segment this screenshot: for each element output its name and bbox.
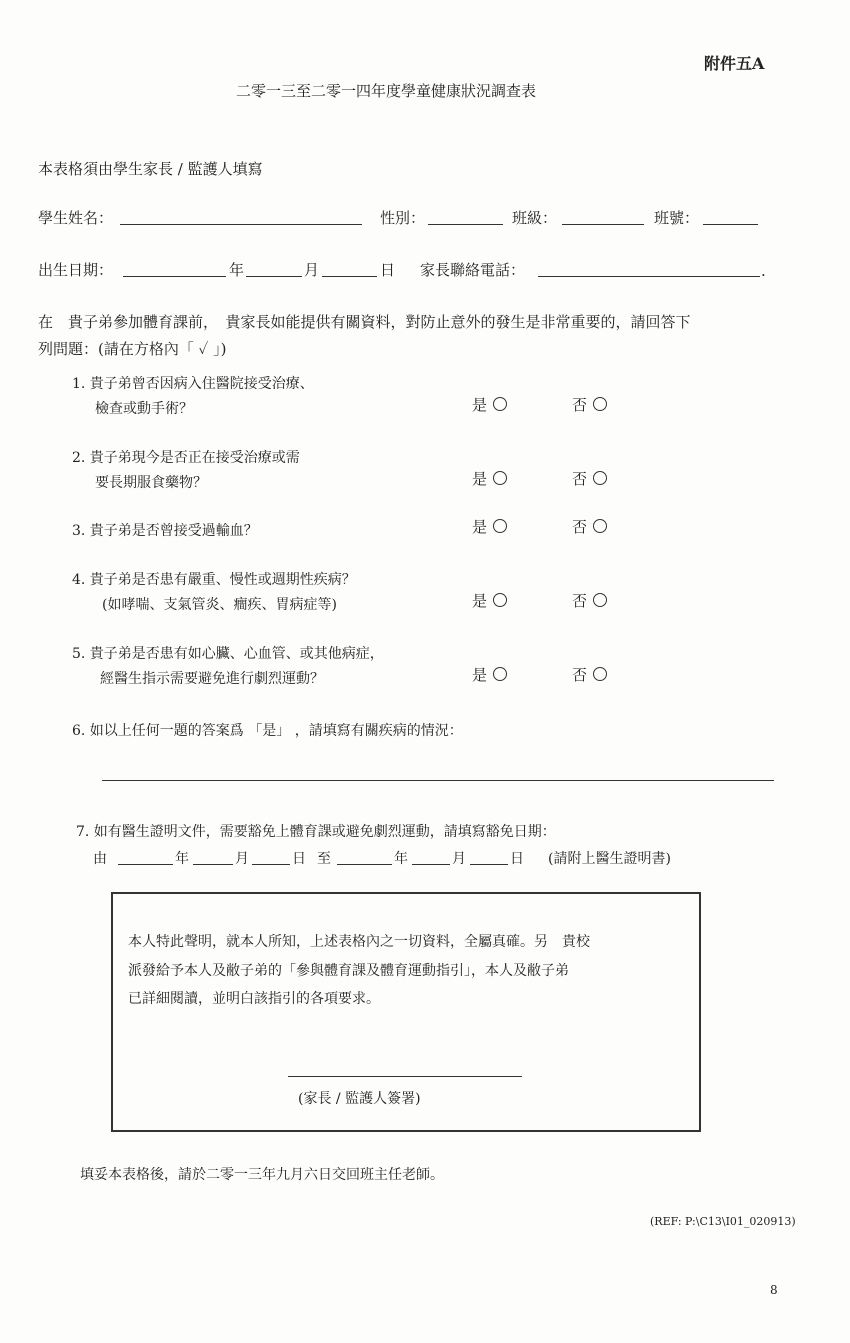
exempt-to-year-label: 年 <box>394 851 408 867</box>
no-label: 否 <box>572 470 588 488</box>
question-3-no[interactable] <box>572 516 607 537</box>
dob-year-field[interactable] <box>123 276 226 277</box>
student-name-label: 學生姓名： <box>38 209 114 227</box>
no-label: 否 <box>572 666 588 684</box>
question-2-no[interactable] <box>572 468 607 489</box>
medical-certificate-note: (請附上醫生證明書) <box>548 851 671 867</box>
no-label: 否 <box>572 396 588 414</box>
class-number-label: 班號： <box>654 209 700 227</box>
exempt-to-day-field[interactable] <box>470 864 508 865</box>
question-5-line-1: 5. 貴子弟是否患有如心臟、心血管、或其他病症， <box>72 646 384 662</box>
signature-label: (家長 / 監護人簽署) <box>298 1091 421 1107</box>
question-1-no[interactable] <box>572 394 607 415</box>
yes-label: 是 <box>472 518 488 536</box>
radio-circle-icon[interactable] <box>593 593 607 607</box>
form-title: 二零一三至二零一四年度學童健康狀況調查表 <box>236 82 537 100</box>
radio-circle-icon[interactable] <box>593 471 607 485</box>
yes-label: 是 <box>472 470 488 488</box>
exempt-to-year-field[interactable] <box>337 864 392 865</box>
dob-month-label: 月 <box>304 261 320 279</box>
exempt-from-day-field[interactable] <box>252 864 290 865</box>
page-number: 8 <box>770 1283 778 1297</box>
dob-month-field[interactable] <box>246 276 302 277</box>
question-1-yes[interactable] <box>472 394 507 415</box>
exempt-from-label: 由 <box>93 851 107 867</box>
illness-details-field[interactable] <box>102 780 774 781</box>
question-2-yes[interactable] <box>472 468 507 489</box>
radio-circle-icon[interactable] <box>493 397 507 411</box>
question-3-line-1: 3. 貴子弟是否曾接受過輸血？ <box>72 523 258 539</box>
question-5-no[interactable] <box>572 664 607 685</box>
question-5-yes[interactable] <box>472 664 507 685</box>
attachment-label: 附件五A <box>704 54 765 73</box>
reference-code: (REF: P:\C13\I01_020913) <box>650 1215 796 1228</box>
parent-phone-label: 家長聯絡電話： <box>420 261 526 279</box>
yes-label: 是 <box>472 666 488 684</box>
student-name-field[interactable] <box>120 224 362 225</box>
declaration-line-3: 已詳細閱讀，並明白該指引的各項要求。 <box>128 991 380 1007</box>
no-label: 否 <box>572 518 588 536</box>
radio-circle-icon[interactable] <box>593 519 607 533</box>
parent-phone-field[interactable] <box>538 276 760 277</box>
question-2-line-1: 2. 貴子弟現今是否正在接受治療或需 <box>72 450 300 466</box>
question-5-line-2: 經醫生指示需要避免進行劇烈運動？ <box>100 671 324 687</box>
declaration-line-1: 本人特此聲明，就本人所知，上述表格內之一切資料，全屬真確。另 貴校 <box>128 934 590 950</box>
question-2-line-2: 要長期服食藥物？ <box>95 475 207 491</box>
radio-circle-icon[interactable] <box>493 519 507 533</box>
question-4-no[interactable] <box>572 590 607 611</box>
intro-line-1: 在 貴子弟參加體育課前， 貴家長如能提供有關資料，對防止意外的發生是非常重要的，請回答下 <box>38 313 691 331</box>
radio-circle-icon[interactable] <box>493 667 507 681</box>
radio-circle-icon[interactable] <box>593 667 607 681</box>
class-label: 班級： <box>512 209 558 227</box>
question-4-line-1: 4. 貴子弟是否患有嚴重、慢性或週期性疾病？ <box>72 572 356 588</box>
question-1-line-1: 1. 貴子弟曾否因病入住醫院接受治療、 <box>72 376 314 392</box>
instruction-text: 本表格須由學生家長 / 監護人填寫 <box>38 160 263 178</box>
question-6: 6. 如以上任何一題的答案爲 「是」 ，請填寫有關疾病的情況： <box>72 723 463 739</box>
question-7-line-1: 7. 如有醫生證明文件，需要豁免上體育課或避免劇烈運動，請填寫豁免日期： <box>76 824 556 840</box>
class-field[interactable] <box>562 224 644 225</box>
dob-day-label: 日 <box>380 261 396 279</box>
exempt-from-year-label: 年 <box>175 851 189 867</box>
class-number-field[interactable] <box>703 224 758 225</box>
gender-label: 性別： <box>380 209 426 227</box>
exempt-from-day-label: 日 <box>292 851 306 867</box>
exempt-from-month-field[interactable] <box>193 864 233 865</box>
signature-field[interactable] <box>288 1076 522 1077</box>
question-3-yes[interactable] <box>472 516 507 537</box>
question-4-yes[interactable] <box>472 590 507 611</box>
yes-label: 是 <box>472 396 488 414</box>
radio-circle-icon[interactable] <box>493 593 507 607</box>
question-1-line-2: 檢查或動手術？ <box>95 401 193 417</box>
no-label: 否 <box>572 592 588 610</box>
radio-circle-icon[interactable] <box>593 397 607 411</box>
return-instruction: 填妥本表格後，請於二零一三年九月六日交回班主任老師。 <box>80 1167 444 1183</box>
declaration-line-2: 派發給予本人及敝子弟的「參與體育課及體育運動指引」，本人及敝子弟 <box>128 963 569 979</box>
radio-circle-icon[interactable] <box>493 471 507 485</box>
exempt-to-label: 至 <box>317 851 331 867</box>
dob-year-label: 年 <box>229 261 245 279</box>
question-4-line-2: (如哮喘、支氣管炎、癎疾、胃病症等) <box>102 597 337 613</box>
gender-field[interactable] <box>428 224 503 225</box>
intro-line-2: 列問題：(請在方格內「 ✓ 」) <box>38 340 227 358</box>
exempt-from-year-field[interactable] <box>118 864 173 865</box>
phone-end-dot: . <box>761 262 766 280</box>
yes-label: 是 <box>472 592 488 610</box>
exempt-to-day-label: 日 <box>510 851 524 867</box>
dob-label: 出生日期： <box>38 261 114 279</box>
exempt-from-month-label: 月 <box>235 851 249 867</box>
dob-day-field[interactable] <box>322 276 377 277</box>
exempt-to-month-field[interactable] <box>412 864 450 865</box>
exempt-to-month-label: 月 <box>452 851 466 867</box>
